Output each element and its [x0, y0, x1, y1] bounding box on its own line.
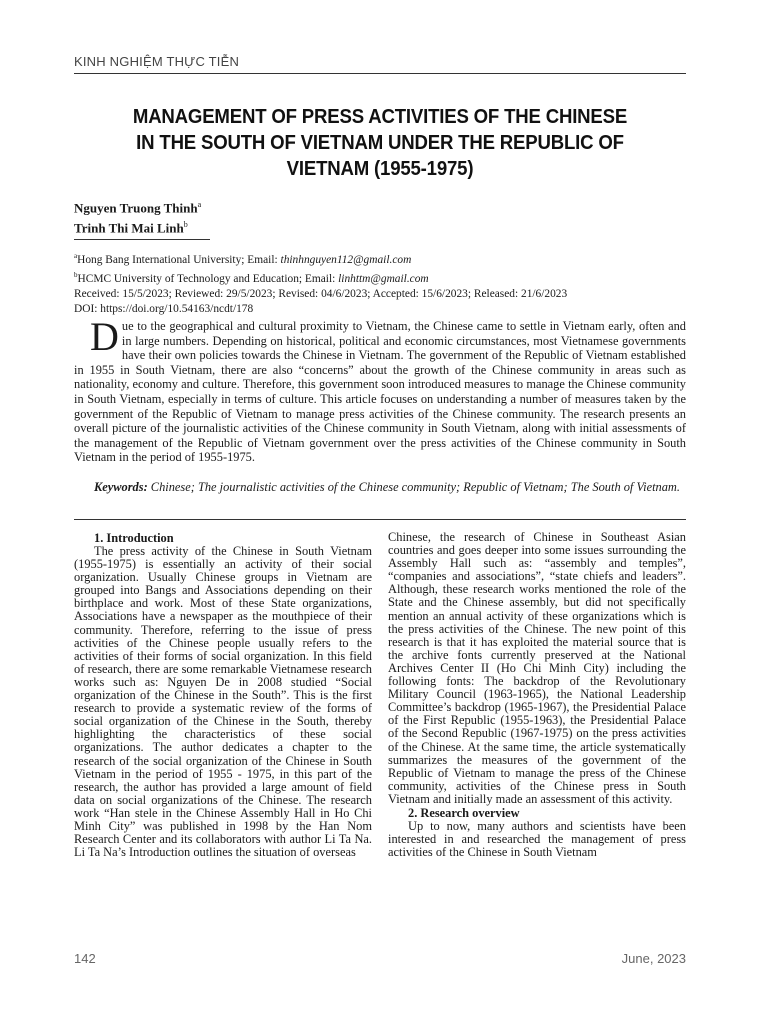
author-list — [74, 196, 201, 237]
article-title — [95, 104, 664, 182]
column-left — [74, 531, 372, 859]
title-line: VIETNAM (1955-1975) — [286, 158, 474, 180]
section-rule — [74, 519, 686, 520]
author-rule — [74, 239, 210, 240]
issue-date: June, 2023 — [621, 951, 686, 966]
drop-cap: D — [90, 314, 119, 359]
author: Nguyen Truong Thinh$^a$ — [74, 200, 202, 216]
article-meta — [74, 249, 567, 317]
affiliation: $^b$HCMC University of Technology and Education; Email: linhttm@gmail.com — [74, 270, 429, 285]
email-link[interactable]: linhttm@gmail.com — [338, 272, 429, 285]
keywords-text: Chinese; The journalistic activities of the Chinese community; Republic of Vietnam; The South of Vietnam. — [147, 480, 680, 494]
keywords-label: Keywords: — [94, 480, 148, 494]
title-line: MANAGEMENT OF PRESS ACTIVITIES OF THE CHINESE — [132, 106, 628, 128]
paragraph: Chinese, the research of Chinese in Southeast Asian countries and goes deeper into some issues surrounding the Assembly Hall such as: “assembly and temples”, “companies and associations”, “state chiefs and leaders”. Although, these research works mentioned the role of the State and the Chinese assembly, but did not specifically mention an annual activity of these organizations which is the press activities of the Chinese. The new point of this research is that it has exploited the material source that is the archive fonts currently preserved at the National Archives Center II (Ho Chi Minh City) including the following fonts: The backdrop of the Revolutionary Military Council (1963-1965), the National Leadership Committee’s backdrop (1965-1967), the Presidential Palace of the First Republic (1955-1963), the Presidential Palace of the Second Republic (1967-1975) on the press activities of the Chinese. At the same time, the article systematically summarizes the measures of the government of the Republic of Vietnam to manage the press of the Chinese community, activities of the Chinese press in South Vietnam and initially made an assessment of this activity. — [388, 530, 686, 806]
paragraph: Up to now, many authors and scientists have been interested in and researched the management of press activities of the Chinese in South Vietnam — [388, 818, 686, 860]
affiliation: $^a$Hong Bang International University; Email: thinhnguyen112@gmail.com — [74, 252, 412, 266]
author: Trinh Thi Mai Linh$^b$ — [74, 220, 188, 236]
article-dates: Received: 15/5/2023; Reviewed: 29/5/2023; Revised: 04/6/2023; Accepted: 15/6/2023; Released: 21/6/2023 — [74, 287, 568, 300]
section-heading: 2. Research overview — [408, 805, 520, 820]
header-rule — [74, 73, 686, 74]
keywords — [74, 480, 686, 495]
page-number: 142 — [74, 951, 96, 966]
abstract-text: ue to the geographical and cultural proximity to Vietnam, the Chinese came to settle in Vietnam early, often and in large numbers. Depending on historical, political and economic circumstances, most Vietnamese governments have their own policies towards the Chinese in Vietnam. The government of the Republic of Vietnam established in 1955 in South Vietnam, there are also “concerns” about the growth of the Chinese community in areas such as nationality, economy and culture. Therefore, this government soon introduced measures to manage the Chinese community in South Vietnam, especially in terms of culture. This article focuses on understanding a number of measures taken by the government of the Republic of Vietnam to manage press activities of the Chinese community. The research presents an overall picture of the journalistic activities of the Chinese community in South Vietnam, along with initial assessments of the management of the Republic of Vietnam government over the press activities of the Chinese community in South Vietnam in the period of 1955-1975. — [74, 319, 686, 465]
section-heading: 1. Introduction — [94, 531, 174, 545]
section-label: KINH NGHIỆM THỰC TIỄN — [74, 54, 240, 69]
abstract — [74, 314, 686, 465]
paragraph: The press activity of the Chinese in South Vietnam (1955-1975) is essentially an activity of their social organization. Usually Chinese groups in Vietnam are grouped into Bangs and Associations depending on their birthplace and work. Most of these State organizations, Associations have a newspaper as the mouthpiece of their community. Therefore, referring to the issue of press activities of the Chinese people usually refers to the activities of their forms of social organization. In this field of research, there are some remarkable Vietnamese research works such as: Nguyen De in 2008 studied “Social organization of the Chinese in the South”. This is the first research to provide a systematic review of the forms of social organization of the Chinese in the South, thereby highlighting the characteristics of these social organizations. The author dedicates a chapter to the research of the social organization of the Chinese in South Vietnam in the period of 1955 - 1975, in this part of the research, the author has provided a large amount of field data on social organizations of the Chinese. The research work “Han stele in the Chinese Assembly Hall in Ho Chi Minh City” was published in 1998 by the Han Nom Research Center and its collaborators with author Li Ta Na. Li Ta Na’s Introduction outlines the situation of overseas — [74, 544, 372, 860]
column-right — [388, 531, 686, 859]
doi-link[interactable]: DOI: https://doi.org/10.54163/ncdt/178 — [74, 302, 254, 315]
email-link[interactable]: thinhnguyen112@gmail.com — [280, 253, 412, 266]
title-line: IN THE SOUTH OF VIETNAM UNDER THE REPUBLIC OF — [136, 132, 624, 154]
